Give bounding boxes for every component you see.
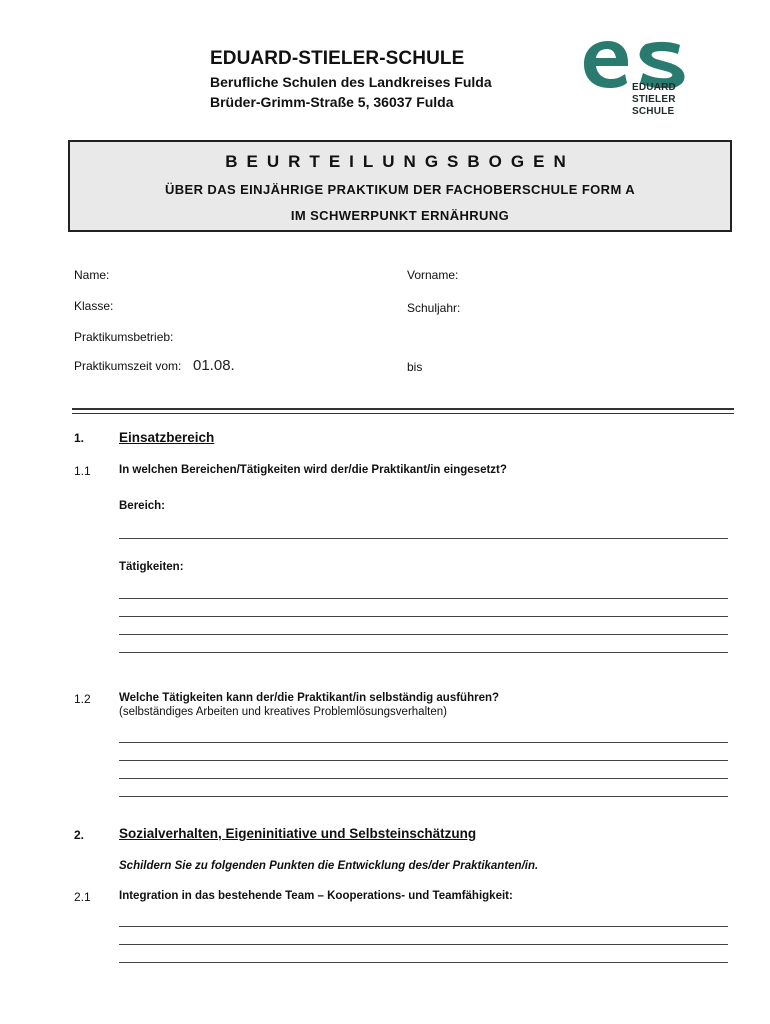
question-1-2-hint: (selbständiges Arbeiten und kreatives Problemlösungsverhalten) (119, 706, 447, 718)
question-2-1-text: Integration in das bestehende Team – Kooperations- und Teamfähigkeit: (119, 890, 513, 902)
answer-line (119, 926, 728, 927)
answer-line (119, 598, 728, 599)
schuljahr-label: Schuljahr: (407, 301, 461, 315)
section-2-instruction: Schildern Sie zu folgenden Punkten die Entwicklung des/der Praktikanten/in. (119, 860, 539, 872)
answer-line (119, 778, 728, 779)
school-logo (580, 38, 692, 122)
form-subtitle-line-1: ÜBER DAS EINJÄHRIGE PRAKTIKUM DER FACHOBERSCHULE FORM A (164, 182, 636, 197)
praktikumszeit-von-value: 01.08. (193, 357, 235, 374)
section-divider-thin (72, 413, 734, 414)
answer-line (119, 760, 728, 761)
school-name: EDUARD-STIELER-SCHULE (210, 48, 465, 69)
logo-text-line-2: STIELER (632, 94, 676, 105)
answer-line (119, 796, 728, 797)
logo-text-line-3: SCHULE (632, 106, 675, 117)
praktikumszeit-label: Praktikumszeit vom: (74, 359, 182, 373)
answer-line (119, 634, 728, 635)
name-label: Name: (74, 268, 110, 282)
question-1-1-number: 1.1 (74, 464, 91, 478)
bis-label: bis (407, 360, 423, 374)
question-1-2-text: Welche Tätigkeiten kann der/die Praktikant/in selbständig ausführen? (119, 692, 500, 704)
form-subtitle-line-2: IM SCHWERPUNKT ERNÄHRUNG (290, 208, 510, 223)
section-2-heading: Sozialverhalten, Eigeninitiative und Selbsteinschätzung (119, 826, 477, 841)
answer-line (119, 616, 728, 617)
es-logo-mark-icon (580, 38, 692, 88)
logo-text-line-1: EDUARD (632, 82, 676, 93)
section-1-number: 1. (74, 431, 85, 445)
form-title: BEURTEILUNGSBOGEN (225, 152, 575, 171)
section-1-heading: Einsatzbereich (119, 430, 215, 445)
answer-line (119, 742, 728, 743)
bereich-label: Bereich: (119, 500, 166, 512)
question-1-2-number: 1.2 (74, 692, 91, 706)
answer-line (119, 652, 728, 653)
answer-line (119, 538, 728, 539)
school-subtitle: Berufliche Schulen des Landkreises Fulda (210, 74, 492, 90)
taetigkeiten-label: Tätigkeiten: (119, 561, 184, 573)
vorname-label: Vorname: (407, 268, 459, 282)
title-box (68, 140, 732, 232)
school-address: Brüder-Grimm-Straße 5, 36037 Fulda (210, 94, 454, 110)
section-2-number: 2. (74, 828, 85, 842)
answer-line (119, 944, 728, 945)
answer-line (119, 962, 728, 963)
question-1-1-text: In welchen Bereichen/Tätigkeiten wird der/die Praktikant/in eingesetzt? (119, 464, 507, 476)
klasse-label: Klasse: (74, 299, 114, 313)
praktikumsbetrieb-label: Praktikumsbetrieb: (74, 330, 174, 344)
section-divider (72, 408, 734, 410)
question-2-1-number: 2.1 (74, 890, 91, 904)
